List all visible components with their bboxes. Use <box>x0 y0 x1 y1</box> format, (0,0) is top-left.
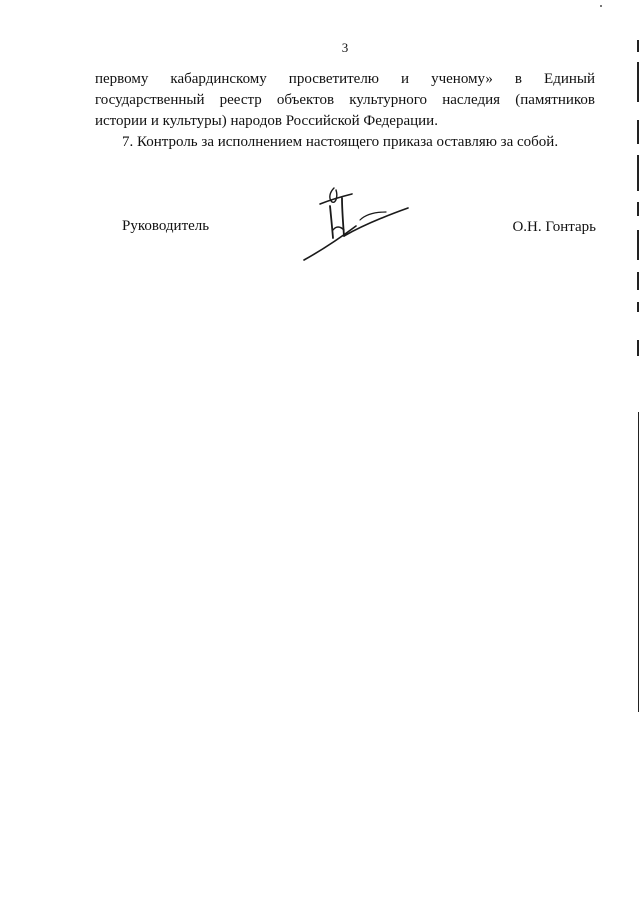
page-number: 3 <box>341 40 349 55</box>
text-line: первому кабардинскому просветителю и ученому» в Единый <box>95 71 595 87</box>
text-line: истории и культуры) народов Российской Федерации. <box>95 113 438 129</box>
handwritten-signature <box>300 182 415 264</box>
scan-edge-marks <box>634 40 640 720</box>
signatory-title: Руководитель <box>122 218 210 234</box>
paragraph-control-clause: 7. Контроль за исполнением настоящего приказа оставляю за собой. <box>122 134 559 150</box>
text-line: государственный реестр объектов культурного наследия (памятников <box>95 92 595 108</box>
signatory-name: О.Н. Гонтарь <box>512 219 596 235</box>
paragraph-continuation <box>95 69 595 132</box>
scan-artifact-dot <box>600 5 602 7</box>
